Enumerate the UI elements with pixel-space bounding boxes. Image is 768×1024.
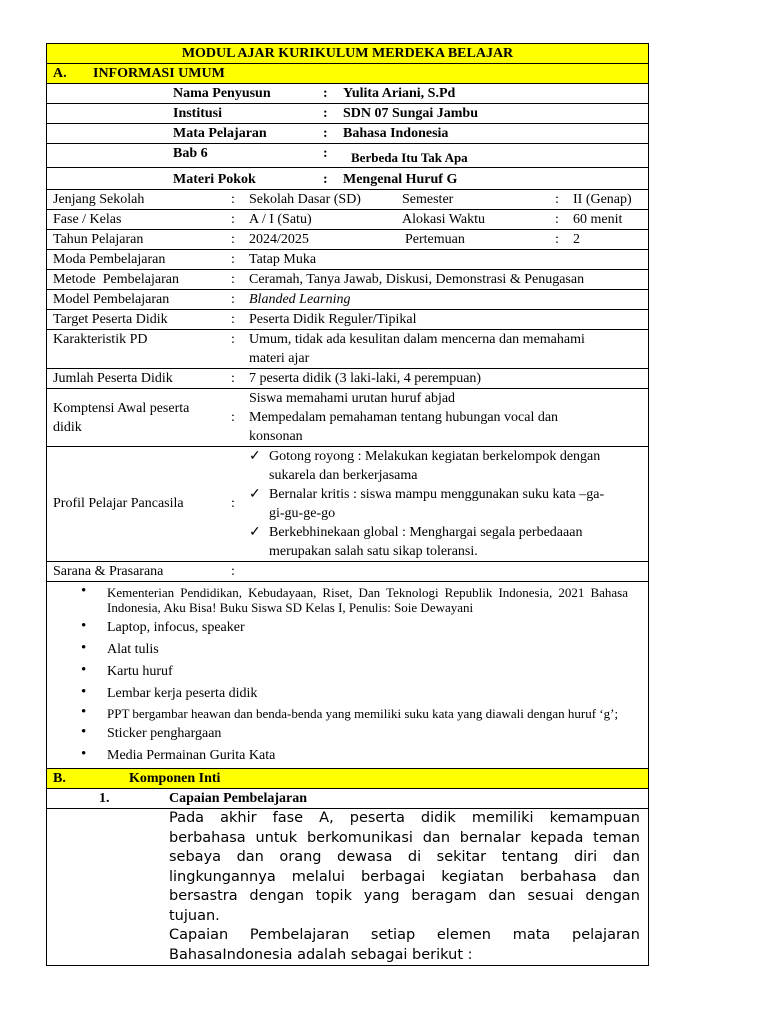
info-value: [249, 330, 642, 368]
info-row-model: [47, 290, 649, 310]
capaian-label: Capaian Pembelajaran: [169, 791, 308, 806]
info-colon: :: [231, 192, 235, 207]
check-icon: ✓: [249, 449, 261, 464]
info-label: Tahun Pelajaran: [53, 232, 144, 247]
info-label: Jumlah Peserta Didik: [53, 371, 173, 386]
info-value: Peserta Didik Reguler/Tipikal: [249, 312, 417, 327]
identity-value: Bahasa Indonesia: [343, 126, 449, 141]
identity-value: SDN 07 Sungai Jambu: [343, 106, 478, 121]
info-colon: :: [231, 410, 235, 425]
info-value: Ceramah, Tanya Jawab, Diskusi, Demonstrasi & Penugasan: [249, 272, 585, 287]
info-colon: :: [555, 212, 559, 227]
list-item: • Laptop, infocus, speaker: [107, 617, 642, 639]
info-label: [53, 389, 231, 446]
info-value: Blanded Learning: [249, 292, 351, 307]
list-item: • PPT bergambar heawan dan benda-benda yang memiliki suku kata yang diawali dengan huruf ‘g’;: [107, 705, 642, 723]
info-label: Moda Pembelajaran: [53, 252, 166, 267]
identity-label: Mata Pelajaran: [173, 126, 267, 141]
info-label: Karakteristik PD: [53, 332, 148, 347]
profil-item: [249, 447, 642, 485]
info-value-line: Siswa memahami urutan huruf abjad: [249, 391, 456, 406]
check-icon: ✓: [249, 487, 261, 502]
section-a-number: A.: [53, 66, 67, 81]
info-label: Model Pembelajaran: [53, 292, 170, 307]
identity-row-institusi: [47, 104, 649, 124]
list-item: • Kartu huruf: [107, 661, 642, 683]
capaian-header: [47, 789, 649, 809]
profil-line: merupakan salah satu sikap toleransi.: [269, 544, 478, 559]
profil-line: gi-gu-ge-go: [269, 506, 336, 521]
identity-row-penyusun: [47, 84, 649, 104]
info-label-2: Pertemuan: [405, 232, 465, 247]
profil-item: [249, 523, 642, 561]
info-label-line: Komptensi Awal peserta: [53, 401, 190, 416]
list-item: • Sticker penghargaan: [107, 723, 642, 745]
capaian-content: [47, 809, 649, 966]
info-row-jumlah: [47, 369, 649, 389]
profil-line: Berkebhinekaan global : Menghargai segala perbedaaan: [269, 525, 583, 540]
identity-row-bab: [47, 144, 649, 168]
info-colon: :: [231, 232, 235, 247]
identity-value: Berbeda Itu Tak Apa: [351, 150, 468, 165]
info-colon: :: [231, 292, 235, 307]
info-value-line: Umum, tidak ada kesulitan dalam mencerna dan memahami: [249, 332, 585, 347]
info-colon: :: [555, 192, 559, 207]
profil-line: sukarela dan berkerjasama: [269, 468, 418, 483]
identity-label: Bab 6: [173, 146, 208, 161]
info-value-line: materi ajar: [249, 351, 310, 366]
profil-line: Bernalar kritis : siswa mampu menggunakan suku kata –ga-: [269, 487, 605, 502]
section-a-label: INFORMASI UMUM: [93, 66, 225, 81]
info-value: Sekolah Dasar (SD): [249, 192, 361, 207]
section-a-header: [47, 64, 649, 84]
identity-label: Materi Pokok: [173, 172, 256, 187]
identity-row-materi: [47, 168, 649, 190]
info-colon: :: [231, 212, 235, 227]
info-value: [249, 389, 642, 446]
info-row-karakteristik: [47, 330, 649, 369]
list-item: • Lembar kerja peserta didik: [107, 683, 642, 705]
info-value: A / I (Satu): [249, 212, 312, 227]
identity-colon: :: [323, 106, 328, 121]
info-value-2: II (Genap): [573, 192, 632, 207]
info-label: Sarana & Prasarana: [53, 564, 164, 579]
identity-colon: :: [323, 126, 328, 141]
info-row-profil: [47, 447, 649, 562]
info-value-2: 2: [573, 232, 580, 247]
info-label-2: Alokasi Waktu: [402, 212, 485, 227]
info-value-2: 60 menit: [573, 212, 623, 227]
info-label: Metode Pembelajaran: [53, 272, 179, 287]
check-icon: ✓: [249, 525, 261, 540]
info-value-line: konsonan: [249, 429, 303, 444]
info-colon: :: [231, 312, 235, 327]
info-colon: :: [231, 564, 235, 579]
identity-colon: :: [323, 86, 328, 101]
info-colon: :: [231, 272, 235, 287]
module-table: [46, 43, 649, 966]
info-row-jenjang: [47, 190, 649, 210]
info-row-fase: [47, 210, 649, 230]
info-label-2: Semester: [402, 192, 454, 207]
info-label-line: didik: [53, 420, 82, 435]
info-row-tahun: [47, 230, 649, 250]
sarana-list-cell: [47, 582, 649, 769]
list-item: • Kementerian Pendidikan, Kebudayaan, Riset, Dan Teknologi Republik Indonesia, 2021 Bahasa Indonesia, Aku Bisa! Buku Siswa SD Kelas I, Penulis: Soie Dewayani: [107, 584, 642, 617]
profil-list: [249, 447, 642, 561]
identity-value: Yulita Ariani, S.Pd: [343, 86, 456, 101]
info-label: Target Peserta Didik: [53, 312, 168, 327]
identity-value: Mengenal Huruf G: [343, 172, 458, 187]
identity-row-mapel: [47, 124, 649, 144]
section-b-header: [47, 769, 649, 789]
sarana-list: [53, 584, 642, 767]
info-row-metode: [47, 270, 649, 290]
info-colon: :: [231, 496, 235, 511]
list-item: • Alat tulis: [107, 639, 642, 661]
info-row-target: [47, 310, 649, 330]
capaian-number: 1.: [99, 791, 110, 806]
capaian-paragraph-1: Pada akhir fase A, peserta didik memiliki kemampuan berbahasa untuk berkomunikasi dan bernalar kepada teman sebaya dan orang dewasa di sekitar tentang diri dan lingkungannya melalui berbagai kegiatan berbahasa dan bersastra dengan topik yang beragam dan sesuai dengan tujuan.: [169, 810, 640, 924]
section-b-number: B.: [53, 771, 66, 786]
info-colon: :: [231, 371, 235, 386]
list-item: • Media Permainan Gurita Kata: [107, 745, 642, 767]
info-value: 2024/2025: [249, 232, 309, 247]
lesson-module-document: [46, 43, 649, 966]
capaian-paragraph-2: Capaian Pembelajaran setiap elemen mata pelajaran BahasaIndonesia adalah sebagai berikut :: [169, 927, 640, 963]
info-label: Jenjang Sekolah: [53, 192, 145, 207]
info-row-moda: [47, 250, 649, 270]
profil-item: [249, 485, 642, 523]
info-value-line: Mempedalam pemahaman tentang hubungan vocal dan: [249, 410, 559, 425]
info-colon: :: [231, 252, 235, 267]
info-label: Fase / Kelas: [53, 212, 122, 227]
info-row-sarana: [47, 562, 649, 582]
identity-colon: :: [323, 146, 328, 161]
info-row-kompetensi: [47, 389, 649, 447]
identity-colon: :: [323, 172, 328, 187]
info-value: Tatap Muka: [249, 252, 317, 267]
profil-line: Gotong royong : Melakukan kegiatan berkelompok dengan: [269, 449, 601, 464]
identity-label: Institusi: [173, 106, 223, 121]
info-value: 7 peserta didik (3 laki-laki, 4 perempuan): [249, 371, 482, 386]
info-colon: :: [555, 232, 559, 247]
info-label: Profil Pelajar Pancasila: [53, 496, 184, 511]
section-b-label: Komponen Inti: [129, 771, 221, 786]
info-colon: :: [231, 332, 235, 347]
identity-label: Nama Penyusun: [173, 86, 271, 101]
document-title: MODUL AJAR KURIKULUM MERDEKA BELAJAR: [47, 44, 649, 64]
